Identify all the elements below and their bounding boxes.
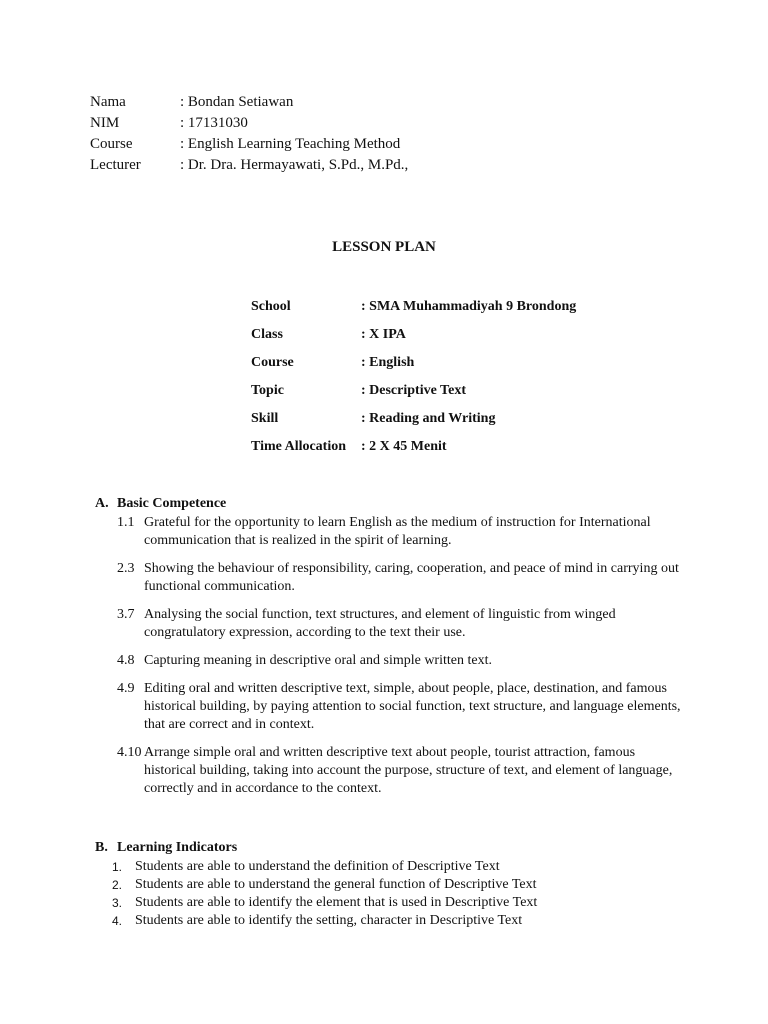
identity-label: NIM — [90, 115, 120, 131]
item-text: Students are able to understand the definition of Descriptive Text — [135, 859, 500, 874]
list-item — [112, 912, 692, 930]
list-item — [117, 652, 687, 670]
document-title: LESSON PLAN — [332, 239, 436, 255]
identity-label: Lecturer — [90, 157, 141, 173]
item-number: 4. — [112, 914, 123, 928]
item-number: 2.3 — [117, 561, 135, 576]
learning-indicators-list — [112, 858, 692, 930]
list-item — [117, 744, 687, 798]
lesson-info — [251, 299, 576, 467]
list-item — [112, 858, 692, 876]
info-row-class — [251, 327, 576, 355]
identity-value: : Dr. Dra. Hermayawati, S.Pd., M.Pd., — [180, 157, 409, 173]
item-text: Grateful for the opportunity to learn English as the medium of instruction for International communication that is realized in the spirit of learning. — [144, 515, 651, 548]
section-letter: A. — [95, 496, 109, 511]
info-value: : English — [361, 355, 415, 370]
identity-label: Nama — [90, 94, 126, 110]
identity-label: Course — [90, 136, 133, 152]
item-number: 4.9 — [117, 681, 135, 696]
item-number: 3. — [112, 896, 123, 910]
item-text: Analysing the social function, text structures, and element of linguistic from winged congratulatory expression, according to the text their use. — [144, 607, 616, 640]
section-letter: B. — [95, 840, 108, 855]
info-row-topic — [251, 383, 576, 411]
identity-row-nim — [90, 113, 408, 134]
list-item — [112, 894, 692, 912]
info-value: : Reading and Writing — [361, 411, 496, 426]
item-text: Arrange simple oral and written descriptive text about people, tourist attraction, famous historical building, taking into account the purpose, structure of text, and element of language, correctly and in accordance to the context. — [144, 745, 673, 796]
identity-value: : Bondan Setiawan — [180, 94, 294, 110]
list-item — [117, 606, 687, 642]
info-value: : 2 X 45 Menit — [361, 439, 447, 454]
item-text: Capturing meaning in descriptive oral and simple written text. — [144, 653, 492, 668]
list-item — [117, 560, 687, 596]
identity-value: : 17131030 — [180, 115, 248, 131]
section-a-heading — [95, 496, 226, 512]
item-number: 3.7 — [117, 607, 135, 622]
section-b-heading — [95, 840, 237, 856]
student-identity — [90, 92, 408, 176]
info-value: : X IPA — [361, 327, 406, 342]
info-row-course — [251, 355, 576, 383]
info-value: : Descriptive Text — [361, 383, 466, 398]
list-item — [117, 680, 687, 734]
list-item — [112, 876, 692, 894]
identity-value: : English Learning Teaching Method — [180, 136, 401, 152]
identity-row-course — [90, 134, 408, 155]
item-text: Students are able to identify the setting, character in Descriptive Text — [135, 913, 523, 928]
identity-row-lecturer — [90, 155, 408, 176]
section-title: Basic Competence — [117, 496, 227, 511]
item-text: Students are able to identify the element that is used in Descriptive Text — [135, 895, 538, 910]
item-number: 2. — [112, 878, 123, 892]
item-number: 1.1 — [117, 515, 135, 530]
info-label: Topic — [251, 383, 284, 398]
list-item — [117, 514, 687, 550]
info-row-time-allocation — [251, 439, 576, 467]
identity-row-name — [90, 92, 408, 113]
info-label: Class — [251, 327, 283, 342]
item-number: 4.10 — [117, 745, 142, 760]
item-number: 4.8 — [117, 653, 135, 668]
info-label: Time Allocation — [251, 439, 347, 454]
info-value: : SMA Muhammadiyah 9 Brondong — [361, 299, 577, 314]
item-text: Editing oral and written descriptive text, simple, about people, place, destination, and famous historical building, by paying attention to social function, text structure, and language elements, that are correct and in context. — [144, 681, 681, 732]
info-label: School — [251, 299, 291, 314]
item-text: Students are able to understand the general function of Descriptive Text — [135, 877, 537, 892]
item-text: Showing the behaviour of responsibility, caring, cooperation, and peace of mind in carrying out functional communication. — [144, 561, 679, 594]
basic-competence-list — [117, 514, 687, 808]
section-title: Learning Indicators — [117, 840, 238, 855]
info-row-skill — [251, 411, 576, 439]
info-label: Skill — [251, 411, 279, 426]
info-label: Course — [251, 355, 294, 370]
info-row-school — [251, 299, 576, 327]
item-number: 1. — [112, 860, 123, 874]
